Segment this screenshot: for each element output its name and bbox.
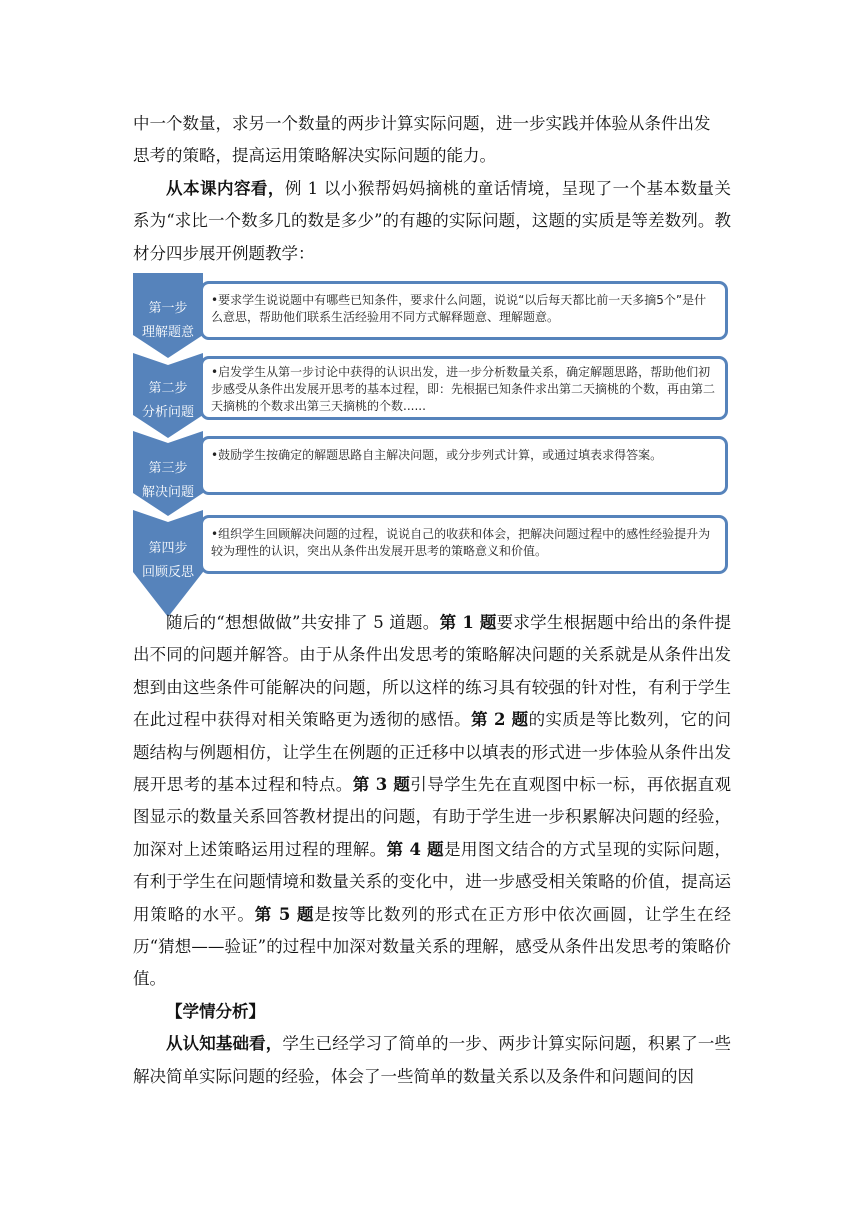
q5-label: 第 5 题	[254, 904, 315, 924]
step-1-title: 理解题意	[141, 325, 194, 340]
content-text: 例 1 以小猴帮妈妈摘桃的童话情境，呈现了一个基本数量关系为“求比一个数多几的数是多少”的有趣的实际问题，这题的实质是等差数列。教材分四步展开例题教学：	[133, 179, 731, 263]
step-1-box: •要求学生说说题中有哪些已知条件，要求什么问题，说说“以后每天都比前一天多摘5个”是什么意思，帮助他们联系生活经验用不同方式解释题意、理解题意。	[200, 281, 728, 340]
q3-text: 引导学生先在直观图中标一标，再依据直观图显示的数量关系回答教材提出的问题，有助于学生进一步积累解决问题的经验，加深对上述策略运用过程的理解。	[133, 775, 732, 859]
step-4-label	[133, 537, 203, 585]
q4-label: 第 4 题	[386, 839, 445, 859]
step-3-number: 第三步	[148, 461, 188, 476]
content-paragraph	[133, 173, 731, 270]
q1-text: 要求学生根据题中给出的条件提出不同的问题并解答。由于从条件出发思考的策略解决问题的关系就是从条件出发想到由这些条件可能解决的问题，所以这样的练习具有较强的针对性，有利于学生在此过程中获得对相关策略更为透彻的感悟。	[133, 613, 732, 730]
step-3-title: 解决问题	[141, 485, 194, 500]
q3-label: 第 3 题	[352, 775, 411, 795]
q1-label: 第 1 题	[439, 613, 497, 632]
teaching-steps-diagram	[133, 273, 735, 617]
step-1-text: 要求学生说说题中有哪些已知条件，要求什么问题，说说“以后每天都比前一天多摘5个”是什么意思，帮助他们联系生活经验用不同方式解释题意、理解题意。	[211, 293, 707, 324]
step-3-label	[133, 457, 203, 505]
analysis-text: 学生已经学习了简单的一步、两步计算实际问题，积累了一些解决简单实际问题的经验，体会了一些简单的数量关系以及条件和问题间的因	[133, 1034, 732, 1086]
intro-line-1: 中一个数量，求另一个数量的两步计算实际问题，进一步实践并体验从条件出发	[133, 114, 711, 133]
q4-text: 是用图文结合的方式呈现的实际问题，有利于学生在问题情境和数量关系的变化中，进一步感受相关策略的价值，提高运用策略的水平。	[133, 839, 732, 924]
step-4-number: 第四步	[148, 541, 188, 556]
intro-line-2: 思考的策略，提高运用策略解决实际问题的能力。	[133, 146, 496, 166]
q5-text: 是按等比数列的形式在正方形中依次画圆，让学生在经历“猜想——验证”的过程中加深对数量关系的理解，感受从条件出发思考的策略价值。	[133, 904, 732, 989]
exercise-paragraph	[133, 607, 731, 1093]
step-1-number: 第一步	[148, 301, 188, 316]
content-lead: 从本课内容看，	[166, 179, 285, 198]
step-2-box: •启发学生从第一步讨论中获得的认识出发，进一步分析数量关系，确定解题思路，帮助他们初步感受从条件出发展开思考的基本过程，即：先根据已知条件求出第二天摘桃的个数，再由第二天摘桃的个数求出第三天摘桃的个数......	[200, 356, 728, 420]
step-4-text: 组织学生回顾解决问题的过程，说说自己的收获和体会，把解决问题过程中的感性经验提升为较为理性的认识，突出从条件出发展开思考的策略意义和价值。	[211, 527, 711, 558]
exercise-intro: 随后的“想想做做”共安排了 5 道题。	[166, 613, 440, 632]
section-heading: 【学情分析】	[166, 1001, 265, 1021]
intro-paragraph	[133, 108, 731, 173]
step-2-text: 启发学生从第一步讨论中获得的认识出发，进一步分析数量关系，确定解题思路，帮助他们初步感受从条件出发展开思考的基本过程，即：先根据已知条件求出第二天摘桃的个数，再由第二天摘桃的个数求出第三天摘桃的个数......	[211, 365, 716, 413]
step-2-number: 第二步	[148, 381, 188, 396]
q2-label: 第 2 题	[471, 710, 529, 730]
analysis-lead: 从认知基础看，	[166, 1034, 283, 1054]
step-3-text: 鼓励学生按确定的解题思路自主解决问题，或分步列式计算，或通过填表求得答案。	[218, 448, 663, 462]
step-2-title: 分析问题	[141, 405, 194, 420]
step-4-box: •组织学生回顾解决问题的过程，说说自己的收获和体会，把解决问题过程中的感性经验提升为较为理性的认识，突出从条件出发展开思考的策略意义和价值。	[200, 515, 728, 574]
step-3-box: •鼓励学生按确定的解题思路自主解决问题，或分步列式计算，或通过填表求得答案。	[200, 436, 728, 495]
q2-text: 的实质是等比数列，它的问题结构与例题相仿，让学生在例题的正迁移中以填表的形式进一步体验从条件出发展开思考的基本过程和特点。	[133, 710, 731, 795]
step-4-title: 回顾反思	[141, 565, 194, 580]
step-2-label	[133, 377, 203, 425]
step-1-label	[133, 297, 203, 345]
